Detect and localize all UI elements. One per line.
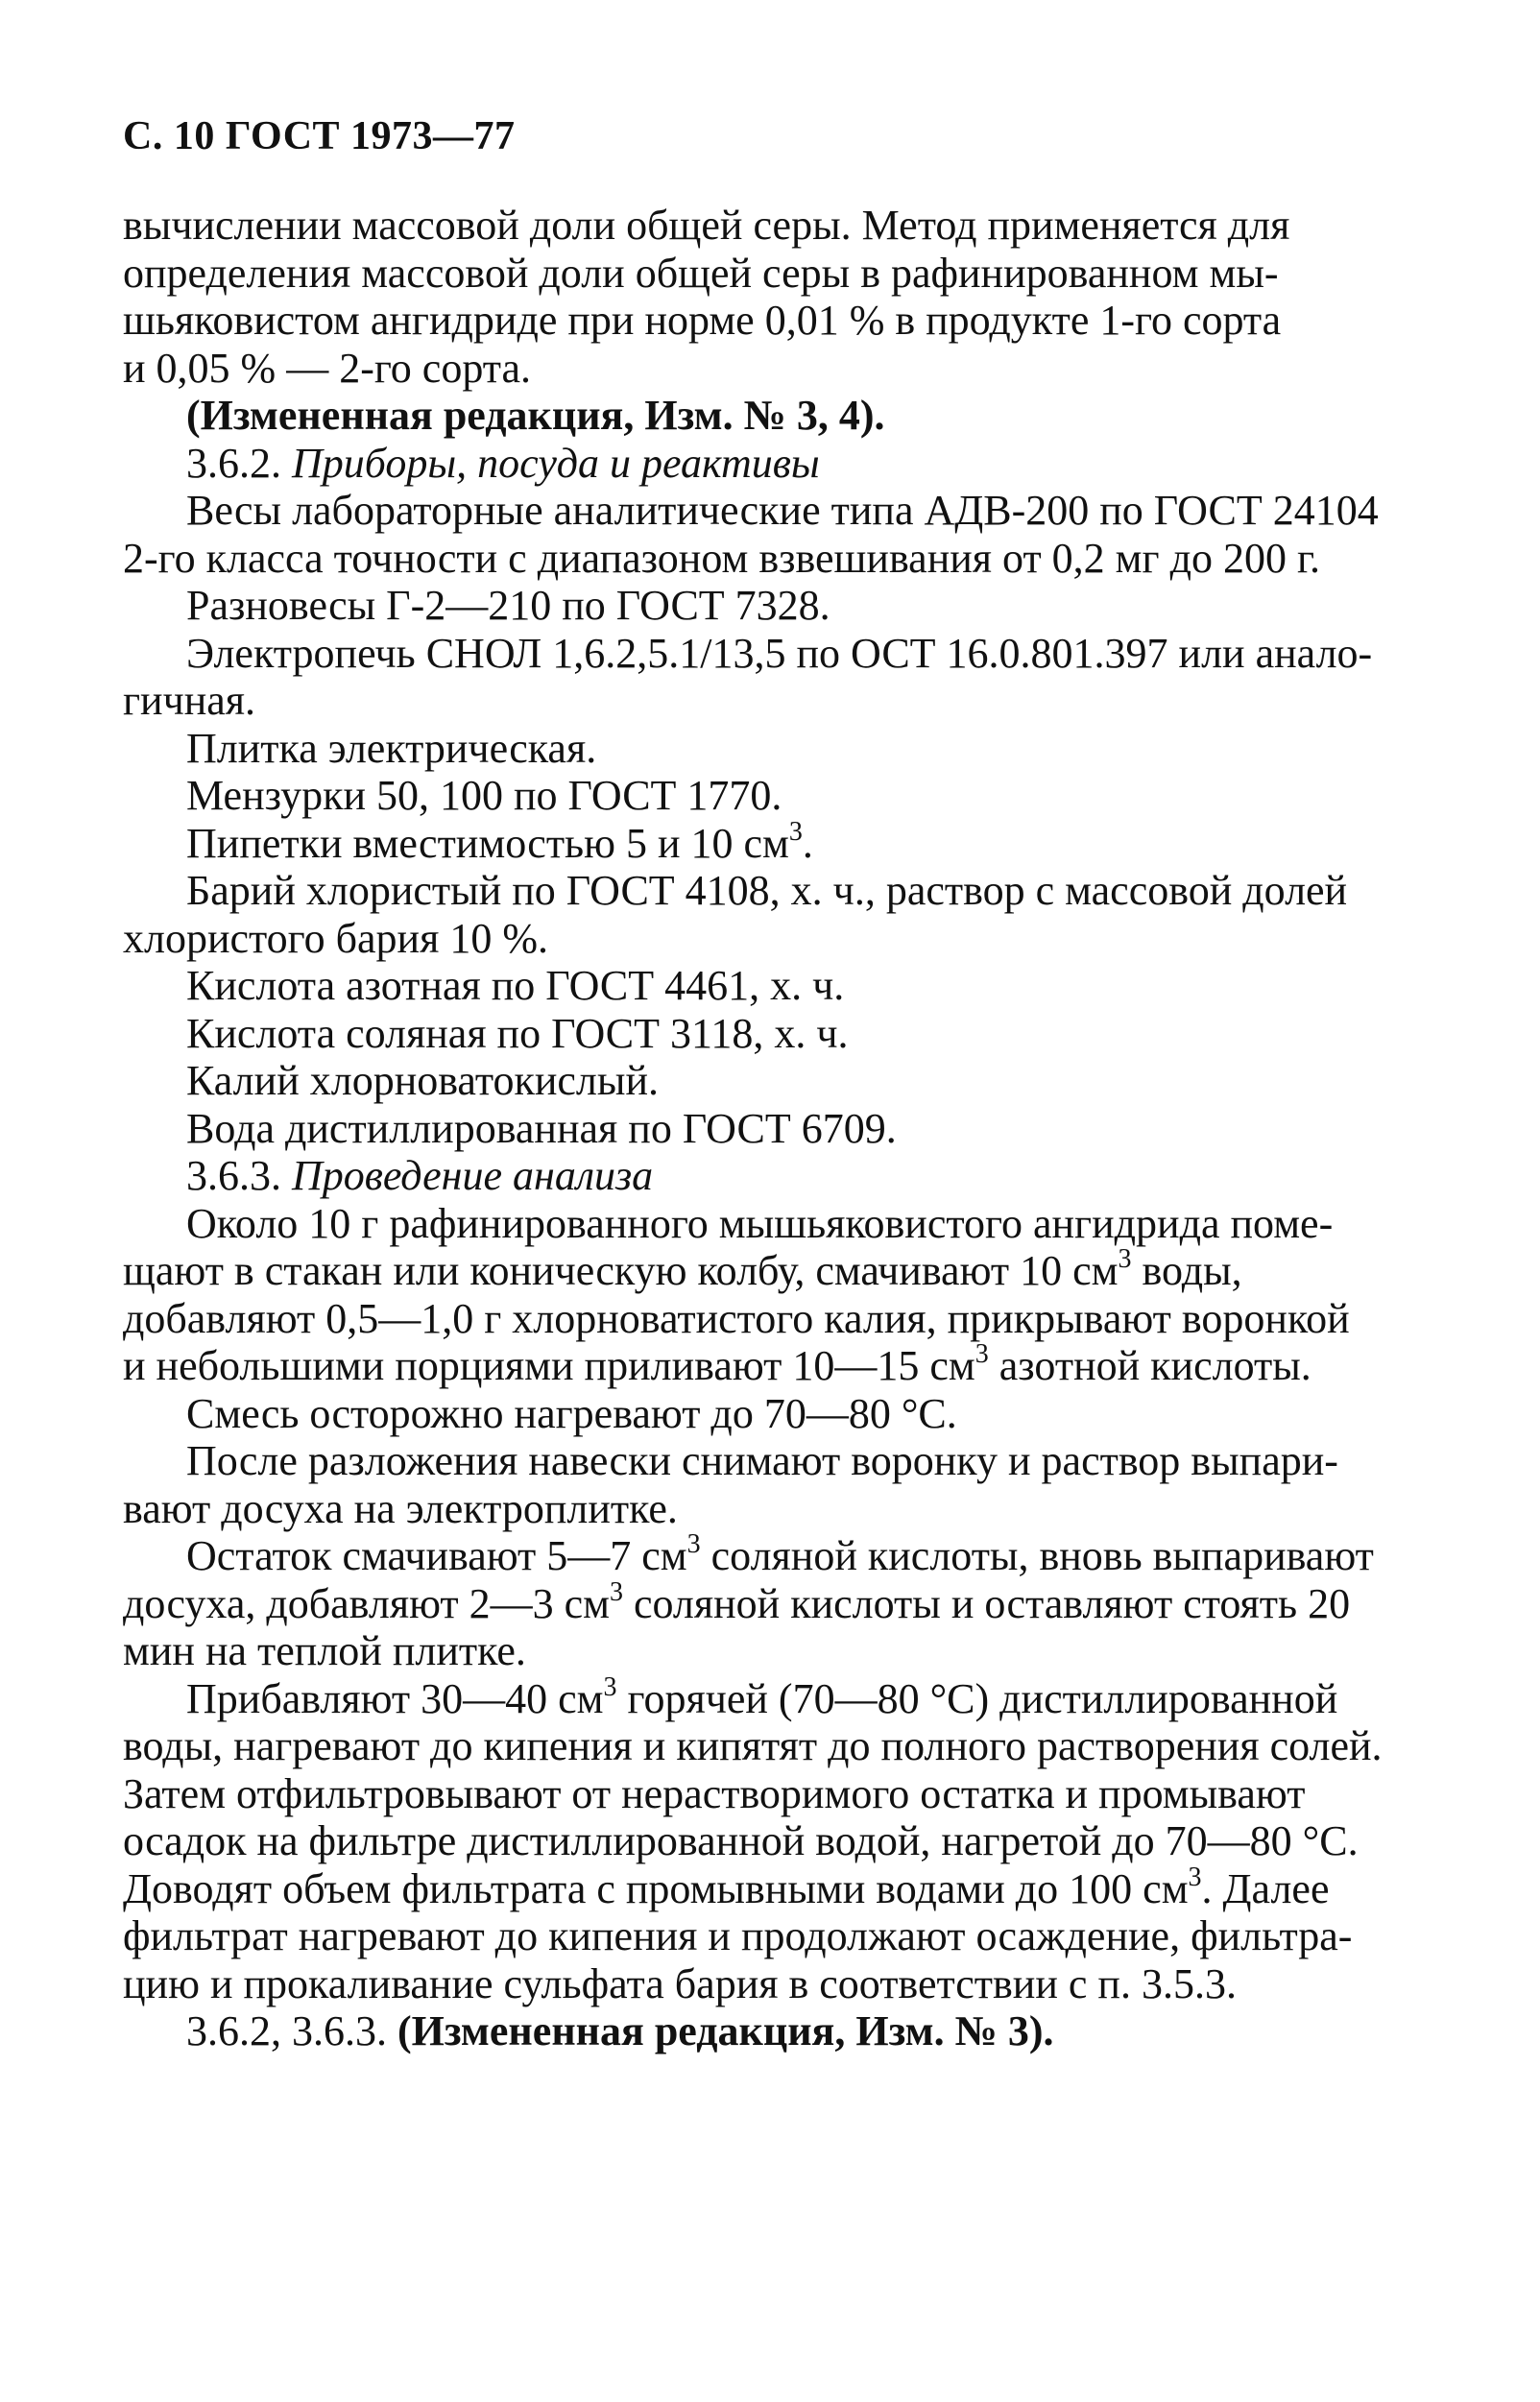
- text-line: Барий хлористый по ГОСТ 4108, х. ч., раствор с массовой долей: [186, 867, 1348, 914]
- text-line: Кислота азотная по ГОСТ 4461, х. ч.: [186, 962, 845, 1009]
- text-line: хлористого бария 10 %.: [123, 914, 548, 962]
- text-span: Остаток смачивают 5—7 см: [186, 1532, 687, 1579]
- superscript: 3: [1188, 1862, 1202, 1892]
- text-line: [123, 816, 1438, 868]
- text-line: Весы лабораторные аналитические типа АДВ-200 по ГОСТ 24104: [186, 487, 1379, 534]
- text-line: Калий хлорноватокислый.: [186, 1057, 659, 1104]
- text-line: воды, нагревают до кипения и кипятят до полного растворения солей.: [123, 1722, 1383, 1769]
- text-line: шьяковистом ангидриде при норме 0,01 % в продукте 1-го сорта: [123, 297, 1282, 344]
- section-number: 3.6.2, 3.6.3.: [186, 2007, 397, 2054]
- text-line: Электропечь СНОЛ 1,6.2,5.1/13,5 по ОСТ 16.0.801.397 или анало-: [186, 629, 1373, 677]
- section-heading: [123, 440, 1438, 488]
- text-line: Вода дистиллированная по ГОСТ 6709.: [186, 1104, 897, 1152]
- text-line: [123, 1529, 1438, 1580]
- section-number: 3.6.3.: [186, 1152, 292, 1199]
- superscript: 3: [686, 1529, 701, 1559]
- text-line: фильтрат нагревают до кипения и продолжают осаждение, фильтра-: [123, 1912, 1353, 1959]
- text-line: мин на теплой плитке.: [123, 1627, 526, 1674]
- section-title: Приборы, посуда и реактивы: [292, 439, 820, 487]
- page-header: С. 10 ГОСТ 1973—77: [123, 114, 516, 158]
- superscript: 3: [609, 1576, 623, 1607]
- text-line: гичная.: [123, 677, 256, 724]
- amendment-note: [123, 2007, 1438, 2055]
- text-span: . Далее: [1201, 1864, 1330, 1912]
- text-line: цию и прокаливание сульфата бария в соответствии с п. 3.5.3.: [123, 1959, 1237, 2007]
- text-span: азотной кислоты.: [988, 1342, 1311, 1389]
- amendment-note: (Измененная редакция, Изм. № 3, 4).: [186, 392, 885, 439]
- text-span: и небольшими порциями приливают 10—15 см: [123, 1342, 975, 1389]
- superscript: 3: [975, 1339, 989, 1369]
- text-span: воды,: [1131, 1247, 1242, 1294]
- text-span: соляной кислоты и оставляют стоять 20: [622, 1579, 1351, 1627]
- text-line: Смесь осторожно нагревают до 70—80 °С.: [186, 1389, 957, 1437]
- superscript: 3: [1118, 1244, 1132, 1274]
- text-line: Кислота соляная по ГОСТ 3118, х. ч.: [186, 1009, 849, 1057]
- text-span: .: [802, 819, 813, 867]
- text-line: [123, 1671, 1438, 1723]
- text-span: Пипетки вместимостью 5 и 10 см: [186, 819, 789, 867]
- text-line: Затем отфильтровывают от нерастворимого остатка и промывают: [123, 1769, 1306, 1817]
- section-heading: [123, 1152, 1438, 1200]
- text-span: Доводят объем фильтрата с промывными водами до 100 см: [123, 1864, 1189, 1912]
- text-span: горячей (70—80 °С) дистиллированной: [616, 1674, 1338, 1722]
- text-span: досуха, добавляют 2—3 см: [123, 1579, 610, 1627]
- text-span: щают в стакан или коническую колбу, смачивают 10 см: [123, 1247, 1119, 1294]
- text-line: вычислении массовой доли общей серы. Метод применяется для: [123, 202, 1290, 249]
- amendment-text: (Измененная редакция, Изм. № 3).: [397, 2007, 1054, 2054]
- text-line: Около 10 г рафинированного мышьяковистого ангидрида поме-: [186, 1199, 1334, 1247]
- text-span: соляной кислоты, вновь выпаривают: [700, 1532, 1374, 1579]
- text-line: Мензурки 50, 100 по ГОСТ 1770.: [186, 772, 782, 819]
- superscript: 3: [788, 816, 803, 847]
- document-body: [123, 202, 1438, 2055]
- text-line: добавляют 0,5—1,0 г хлорноватистого калия, прикрывают воронкой: [123, 1294, 1350, 1342]
- text-line: [123, 1862, 1438, 1913]
- text-line: 2-го класса точности с диапазоном взвешивания от 0,2 мг до 200 г.: [123, 534, 1321, 582]
- text-span: Прибавляют 30—40 см: [186, 1674, 604, 1722]
- section-title: Проведение анализа: [292, 1152, 654, 1199]
- section-number: 3.6.2.: [186, 439, 292, 487]
- text-line: осадок на фильтре дистиллированной водой, нагретой до 70—80 °С.: [123, 1817, 1359, 1864]
- text-line: и 0,05 % — 2-го сорта.: [123, 344, 532, 392]
- superscript: 3: [603, 1671, 617, 1702]
- text-line: После разложения навески снимают воронку и раствор выпари-: [186, 1437, 1338, 1484]
- text-line: [123, 1576, 1438, 1628]
- text-line: вают досуха на электроплитке.: [123, 1484, 678, 1532]
- text-line: [123, 1339, 1438, 1390]
- text-line: Плитка электрическая.: [186, 724, 597, 772]
- text-line: Разновесы Г-2—210 по ГОСТ 7328.: [186, 582, 830, 629]
- text-line: определения массовой доли общей серы в рафинированном мы-: [123, 249, 1279, 297]
- text-line: [123, 1244, 1438, 1295]
